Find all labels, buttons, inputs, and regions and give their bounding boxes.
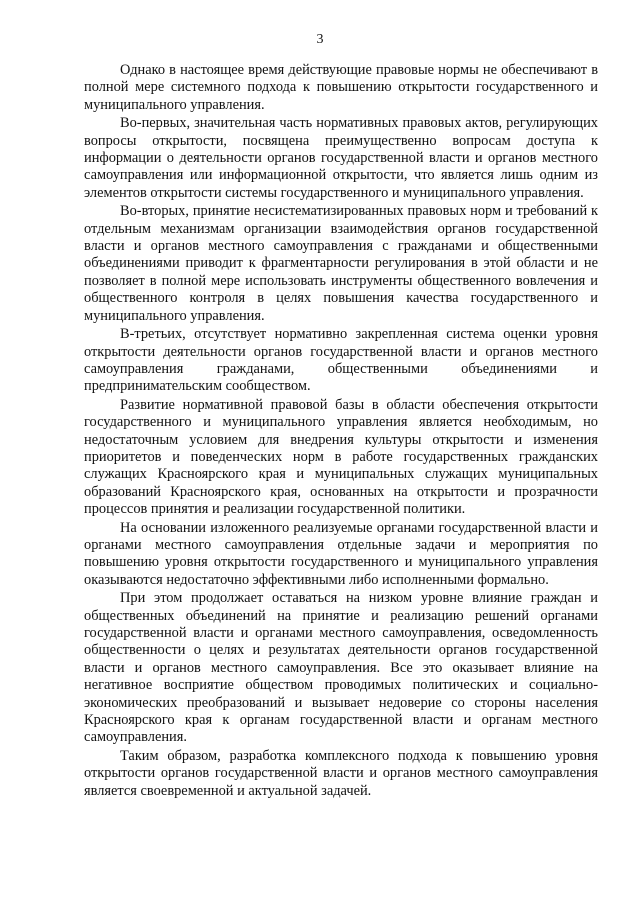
paragraph-thirdly: В-третьих, отсутствует нормативно закрепленная система оценки уровня открытости деятельности органов государственной власти и органов местного самоуправления гражданами, общественными объединениями и предпринимательским сообществом. <box>84 326 598 395</box>
paragraph-current-state: Однако в настоящее время действующие правовые нормы не обеспечивают в полной мере системного подхода к повышению открытости государственного и муниципального управления. <box>84 62 598 113</box>
paragraph-firstly: Во-первых, значительная часть нормативных правовых актов, регулирующих вопросы открытости, посвящена преимущественно вопросам доступа к информации о деятельности органов государственной власти и органов местного самоуправления или информационной открытости, что является лишь одним из элементов открытости системы государственного и муниципального управления. <box>84 115 598 201</box>
paragraph-development: Развитие нормативной правовой базы в области обеспечения открытости государственного и муниципального управления является необходимым, но недостаточным условием для внедрения культуры открытости и изменения приоритетов и поведенческих норм в работе государственных гражданских служащих Красноярского края и муниципальных служащих муниципальных образований Красноярского края, основанных на открытости и прозрачности процессов принятия и реализации государственной политики. <box>84 396 598 518</box>
paragraph-conclusion: Таким образом, разработка комплексного подхода к повышению уровня открытости органов государственной власти и органов местного самоуправления является своевременной и актуальной задачей. <box>84 747 598 799</box>
page-number: 3 <box>316 32 324 47</box>
paragraph-based-on: На основании изложенного реализуемые органами государственной власти и органами местного самоуправления отдельные задачи и мероприятия по повышению уровня открытости государственного и муниципального управления оказываются недостаточно эффективными либо исполненными формально. <box>84 519 598 588</box>
paragraph-influence: При этом продолжает оставаться на низком уровне влияние граждан и общественных объединений на принятие и реализацию решений органами государственной власти и органами местного самоуправления, осведомленность общественности о целях и результатах деятельности органов государственной власти и органов местного самоуправления. Все это оказывает влияние на негативное восприятие обществом проводимых политических и социально-экономических преобразований и вызывает недоверие со стороны населения Красноярского края к органам государственной власти и органам местного самоуправления. <box>84 590 598 746</box>
paragraph-secondly: Во-вторых, принятие несистематизированных правовых норм и требований к отдельным механизмам организации взаимодействия органов государственной власти и органов местного самоуправления с гражданами и общественными объединениями приводит к фрагментарности регулирования в этой области и не позволяет в полной мере использовать инструменты общественного вовлечения и общественного контроля в целях повышения качества государственного и муниципального управления. <box>84 203 598 324</box>
document-body <box>84 62 598 801</box>
